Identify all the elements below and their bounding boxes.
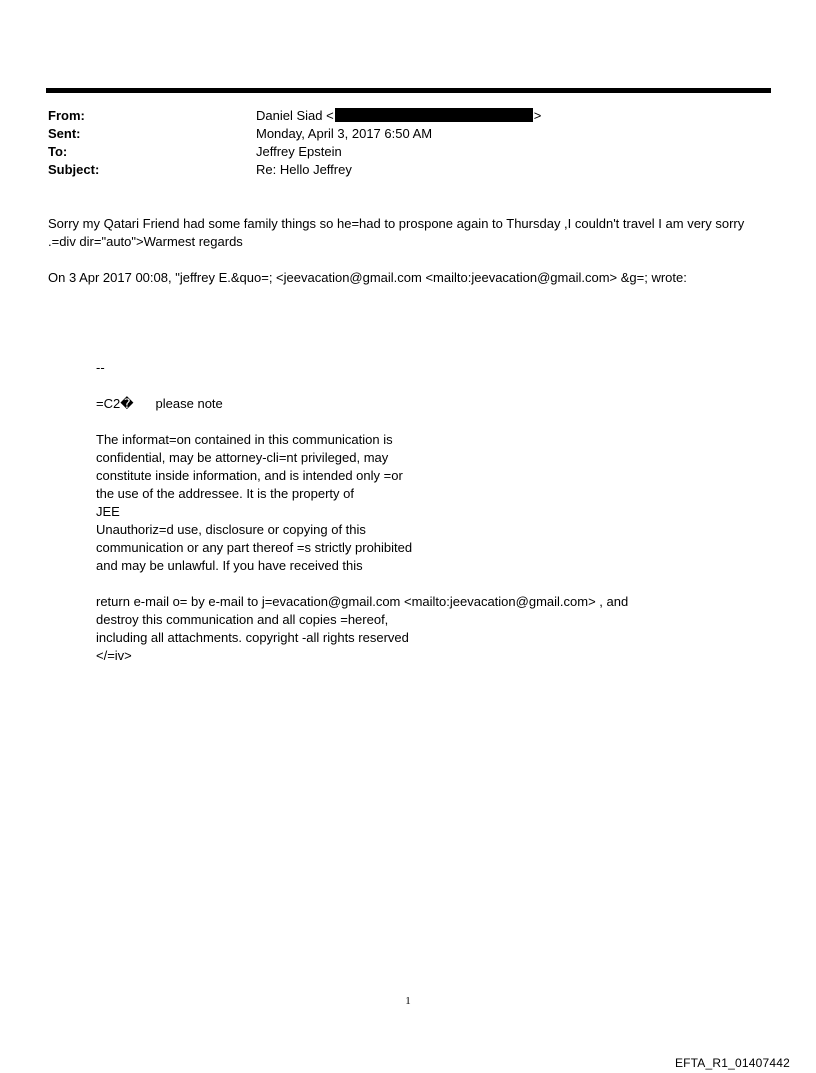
document-id: EFTA_R1_01407442 — [674, 1056, 790, 1070]
note-line — [96, 395, 736, 413]
page-number: 1 — [405, 995, 411, 1007]
message-paragraph: Sorry my Qatari Friend had some family things so he=had to prospone again to Thursday ,I couldn't travel I am very sorry .=div dir="auto">Warmest regards — [48, 216, 745, 249]
disclaimer-line: and may be unlawful. If you have received this — [96, 558, 363, 573]
to-value: Jeffrey Epstein — [256, 144, 342, 159]
disclaimer-line: The informat=on contained in this communication is — [96, 432, 393, 447]
from-row — [48, 107, 541, 125]
header-rule — [46, 88, 771, 93]
disclaimer-line: Unauthoriz=d use, disclosure or copying of this — [96, 522, 366, 537]
disclaimer-block — [96, 431, 736, 575]
from-value — [256, 107, 541, 125]
disclaimer-line: communication or any part thereof =s strictly prohibited — [96, 540, 413, 555]
encoding-artifact: =C2� — [96, 396, 134, 411]
return-line: destroy this communication and all copies =hereof, — [96, 612, 389, 627]
sender-name: Daniel Siad < — [256, 108, 334, 123]
return-line: </=iv> — [96, 648, 132, 663]
subject-row — [48, 161, 541, 179]
to-row — [48, 143, 541, 161]
to-label: To: — [48, 144, 68, 159]
sent-value: Monday, April 3, 2017 6:50 AM — [256, 126, 433, 141]
disclaimer-line: confidential, may be attorney-cli=nt privileged, may — [96, 450, 389, 465]
subject-label: Subject: — [48, 162, 100, 177]
email-header — [48, 107, 541, 179]
return-line: including all attachments. copyright -all rights reserved — [96, 630, 409, 645]
sent-label: Sent: — [48, 126, 81, 141]
disclaimer-line: the use of the addressee. It is the property of — [96, 486, 354, 501]
quote-attribution: On 3 Apr 2017 00:08, "jeffrey E.&quo=; <jeevacation@gmail.com <mailto:jeevacation@gmail.com> &g=; wrote: — [48, 270, 687, 285]
disclaimer-line: constitute inside information, and is intended only =or — [96, 468, 403, 483]
sent-row — [48, 125, 541, 143]
return-line: return e-mail o= by e-mail to j=evacation@gmail.com <mailto:jeevacation@gmail.com> , and — [96, 594, 629, 609]
note-text: please note — [155, 396, 223, 411]
return-instructions — [96, 593, 736, 665]
disclaimer-line: JEE — [96, 504, 120, 519]
redaction-block — [335, 108, 533, 122]
subject-value: Re: Hello Jeffrey — [256, 162, 352, 177]
from-label: From: — [48, 108, 85, 123]
sender-close: > — [533, 108, 542, 123]
signature-separator: -- — [96, 360, 105, 375]
